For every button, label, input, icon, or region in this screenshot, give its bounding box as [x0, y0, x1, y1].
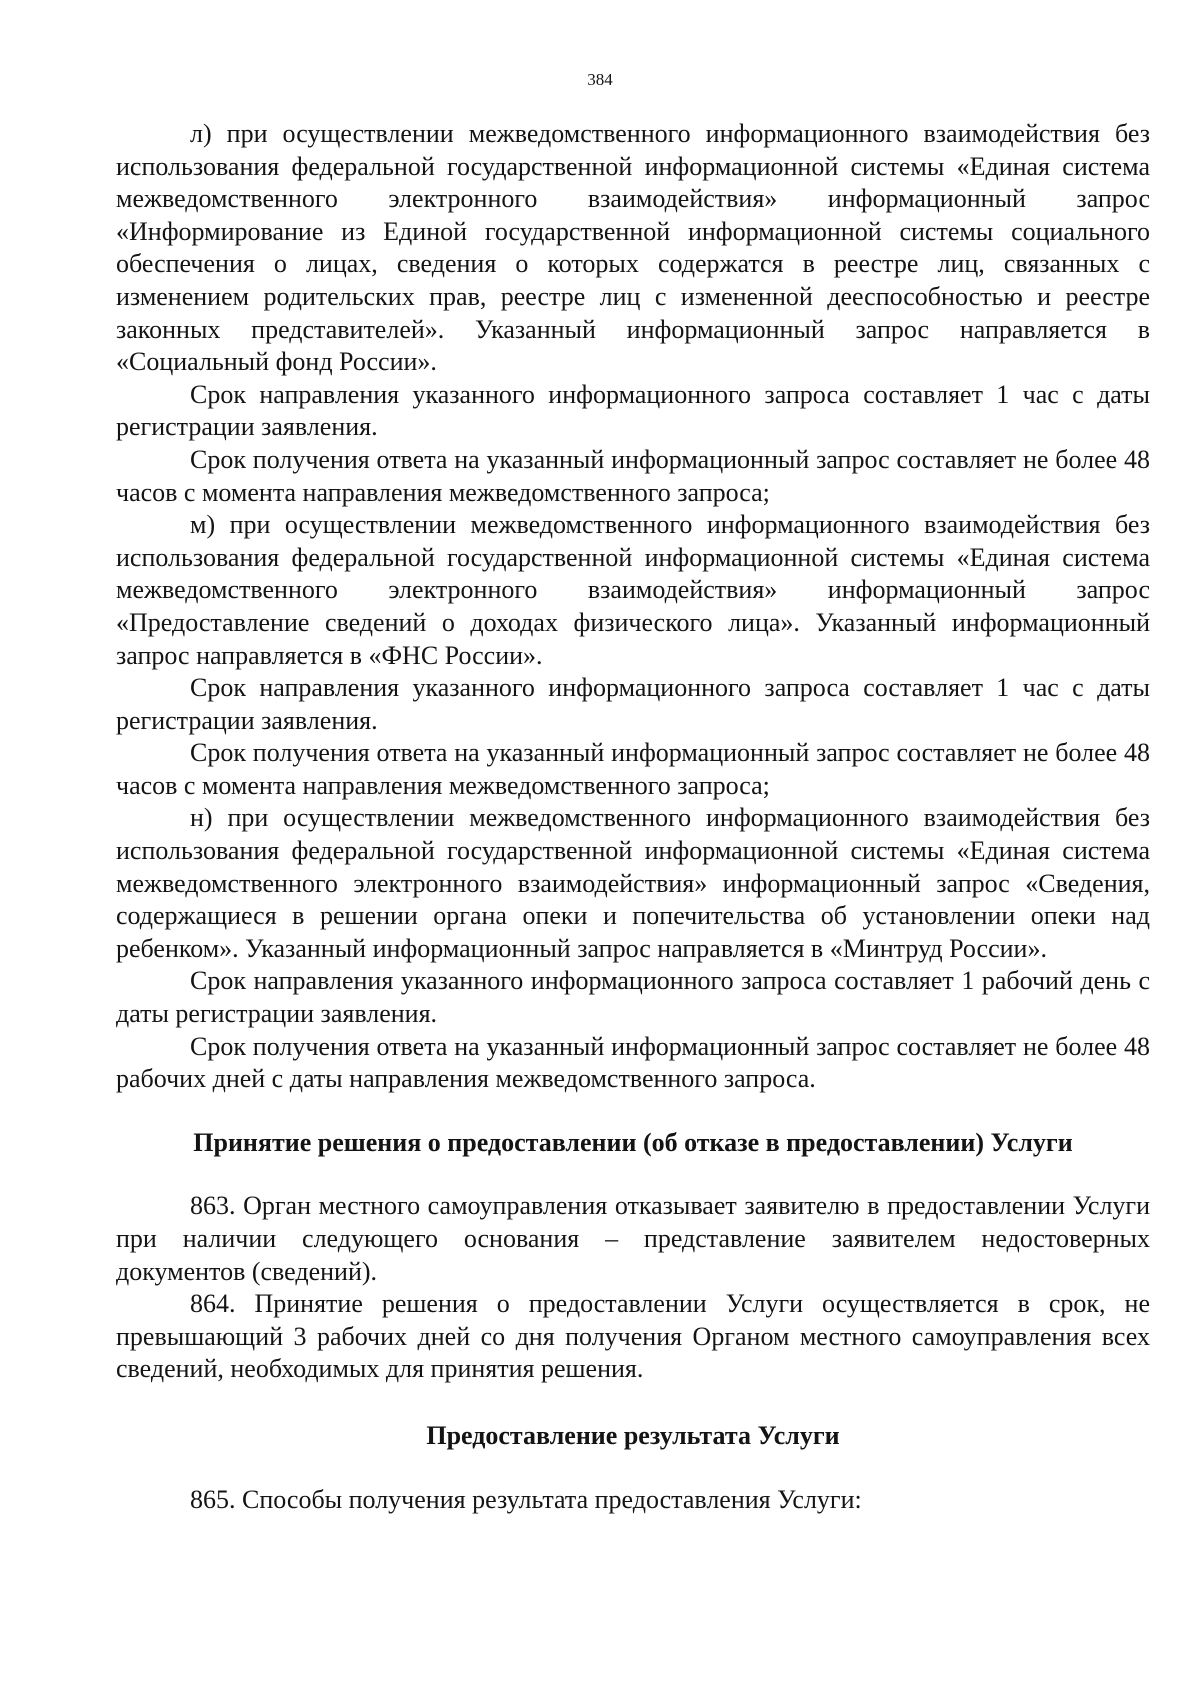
- paragraph-m-request: м) при осуществлении межведомственного информационного взаимодействия без использования федеральной государственной информационной системы «Единая система межведомственного электронного взаимодействия» информационный запрос «Предоставление сведений о доходах физического лица». Указанный информационный запрос направляется в «ФНС России».: [116, 510, 1150, 670]
- document-body: [116, 118, 1150, 1516]
- section-heading-decision: Принятие решения о предоставлении (об отказе в предоставлении) Услуги: [193, 1127, 1073, 1157]
- paragraph-l-request: л) при осуществлении межведомственного информационного взаимодействия без использования федеральной государственной информационной системы «Единая система межведомственного электронного взаимодействия» информационный запрос «Информирование из Единой государственной информационной системы социального обеспечения о лицах, сведения о которых содержатся в реестре лиц, связанных с изменением родительских прав, реестре лиц с измененной дееспособностью и реестре законных представителей». Указанный информационный запрос направляется в «Социальный фонд России».: [116, 119, 1150, 377]
- paragraph-n-request: н) при осуществлении межведомственного информационного взаимодействия без использования федеральной государственной информационной системы «Единая система межведомственного электронного взаимодействия» информационный запрос «Сведения, содержащиеся в решении органа опеки и попечительства об установлении опеки над ребенком». Указанный информационный запрос направляется в «Минтруд России».: [116, 803, 1150, 963]
- paragraph-864: 864. Принятие решения о предоставлении Услуги осуществляется в срок, не превышающий 3 рабочих дней со дня получения Органом местного самоуправления всех сведений, необходимых для принятия решения.: [116, 1289, 1150, 1384]
- paragraph-l-response-term: Срок получения ответа на указанный информационный запрос составляет не более 48 часов с момента направления межведомственного запроса;: [116, 444, 1150, 507]
- paragraph-865: 865. Способы получения результата предоставления Услуги:: [190, 1484, 862, 1514]
- page-number: 384: [587, 70, 613, 89]
- paragraph-m-response-term: Срок получения ответа на указанный информационный запрос составляет не более 48 часов с момента направления межведомственного запроса;: [116, 738, 1150, 800]
- paragraph-m-send-term: Срок направления указанного информационного запроса составляет 1 час с даты регистрации заявления.: [116, 673, 1150, 735]
- paragraph-n-response-term: Срок получения ответа на указанный информационный запрос составляет не более 48 рабочих дней с даты направления межведомственного запроса.: [116, 1031, 1150, 1094]
- paragraph-n-send-term: Срок направления указанного информационного запроса составляет 1 рабочий день с даты регистрации заявления.: [116, 966, 1150, 1029]
- section-heading-result: Предоставление результата Услуги: [426, 1420, 840, 1450]
- paragraph-863: 863. Орган местного самоуправления отказывает заявителю в предоставлении Услуги при наличии следующего основания – представление заявителем недостоверных документов (сведений).: [116, 1191, 1150, 1286]
- paragraph-l-send-term: Срок направления указанного информационного запроса составляет 1 час с даты регистрации заявления.: [116, 379, 1150, 442]
